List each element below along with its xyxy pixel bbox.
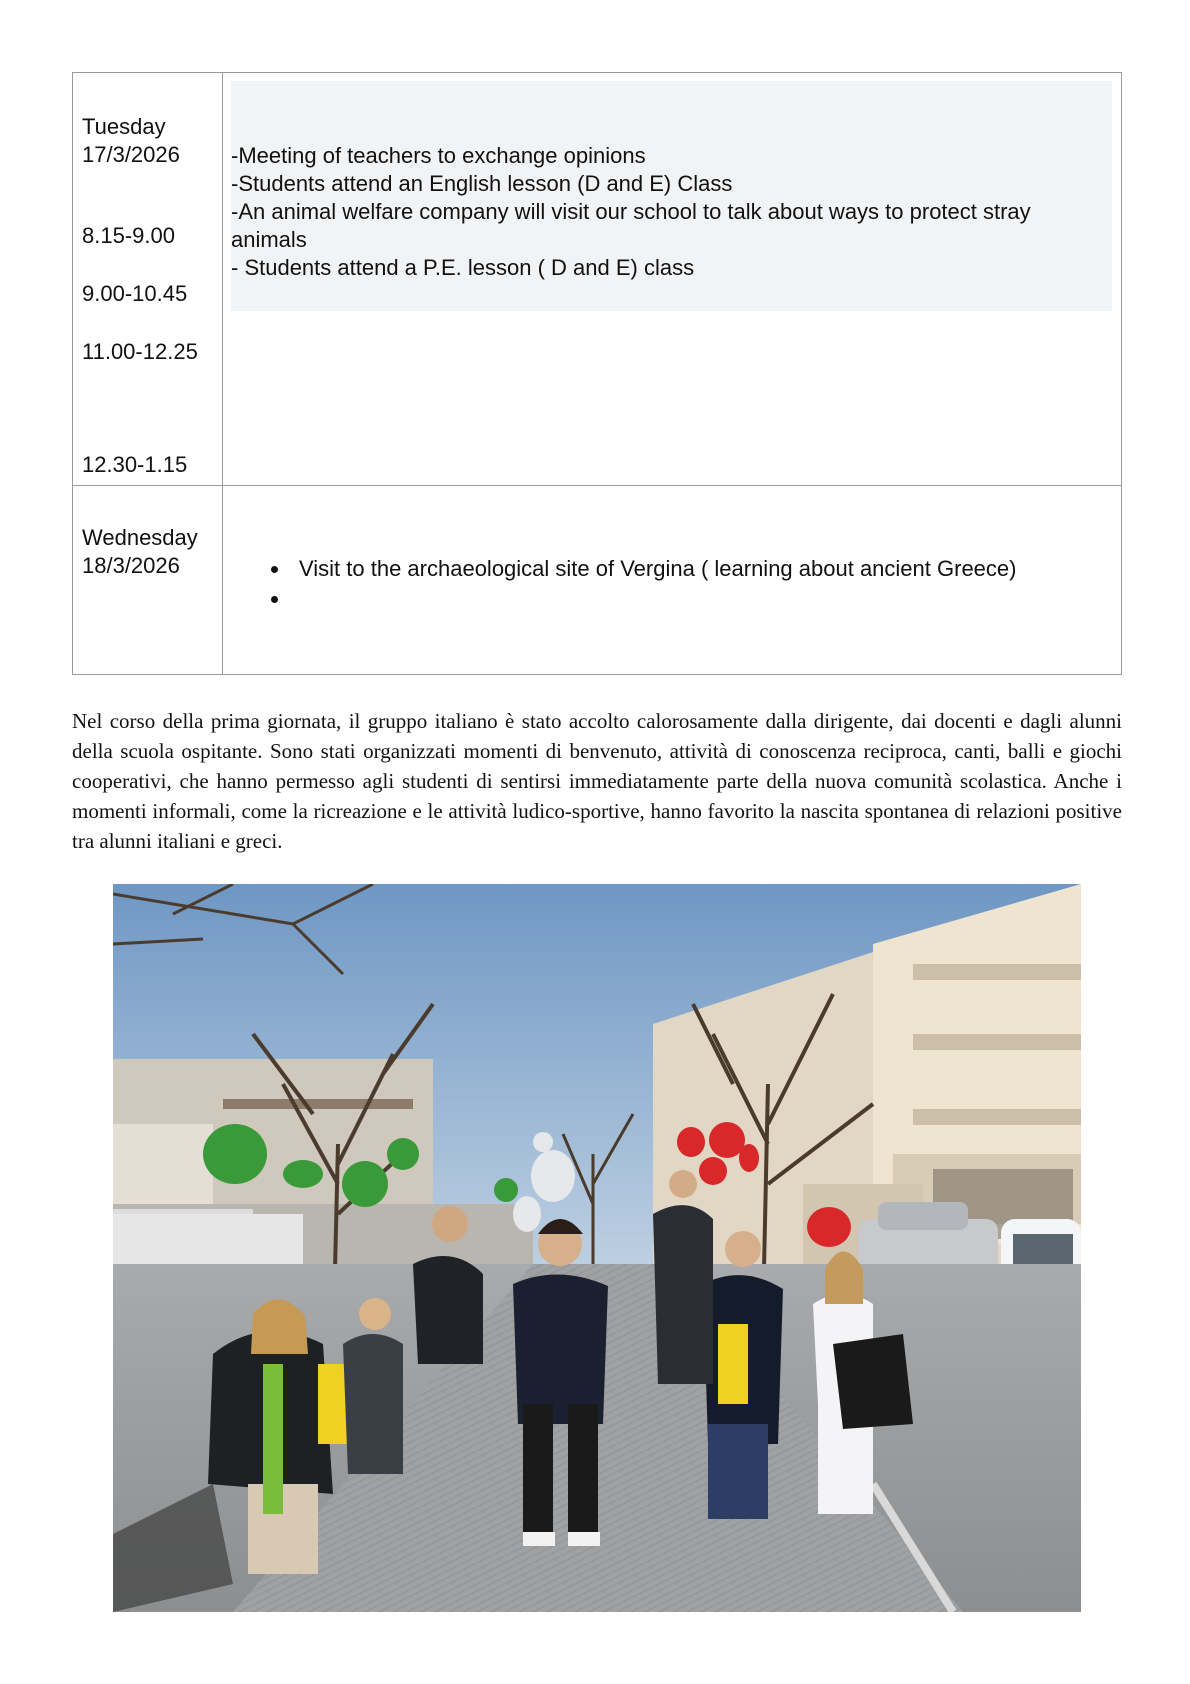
activity-item: -Students attend an English lesson (D and E) Class — [231, 171, 733, 196]
bullet-item — [291, 584, 1016, 614]
day-date: 17/3/2026 — [82, 142, 180, 167]
time-slot: 8.15-9.00 — [82, 223, 175, 248]
time-slot: 11.00-12.25 — [82, 339, 198, 364]
day-date: 18/3/2026 — [82, 553, 180, 578]
day-label — [82, 524, 198, 580]
activities-cell-wednesday — [223, 486, 1122, 675]
group-photo — [113, 884, 1081, 1612]
time-slot: 12.30-1.15 — [82, 452, 188, 477]
bullet-list — [267, 554, 1016, 614]
time-slot: 9.00-10.45 — [82, 281, 188, 306]
activities-cell-tuesday — [223, 73, 1122, 486]
activity-item: -An animal welfare company will visit our school to talk about ways to protect stray animals — [231, 199, 1031, 252]
bullet-item: • Visit to the archaeological site of Vergina ( learning about ancient Greece) — [291, 554, 1016, 584]
day-label — [82, 113, 180, 169]
day-name: Tuesday — [82, 114, 166, 139]
activities-list — [231, 142, 1111, 282]
activity-item: - Students attend a P.E. lesson ( D and E) class — [231, 255, 695, 280]
body-paragraph: Nel corso della prima giornata, il gruppo italiano è stato accolto calorosamente dalla dirigente, dai docenti e dagli alunni della scuola ospitante. Sono stati organizzati momenti di benvenuto, attività di conoscenza reciproca, canti, balli e giochi cooperativi, che hanno permesso agli studenti di sentirsi immediatamente parte della nuova comunità scolastica. Anche i momenti informali, come la ricreazione e le attività ludico-sportive, hanno favorito la nascita spontanea di relazioni positive tra alunni italiani e greci. — [72, 709, 1122, 853]
schedule-row-wednesday — [73, 486, 1122, 675]
day-cell-tuesday — [73, 73, 223, 486]
schedule-table — [72, 72, 1122, 675]
day-cell-wednesday — [73, 486, 223, 675]
schedule-row-tuesday — [73, 73, 1122, 486]
activity-item: -Meeting of teachers to exchange opinions — [231, 143, 646, 168]
day-name: Wednesday — [82, 525, 198, 550]
